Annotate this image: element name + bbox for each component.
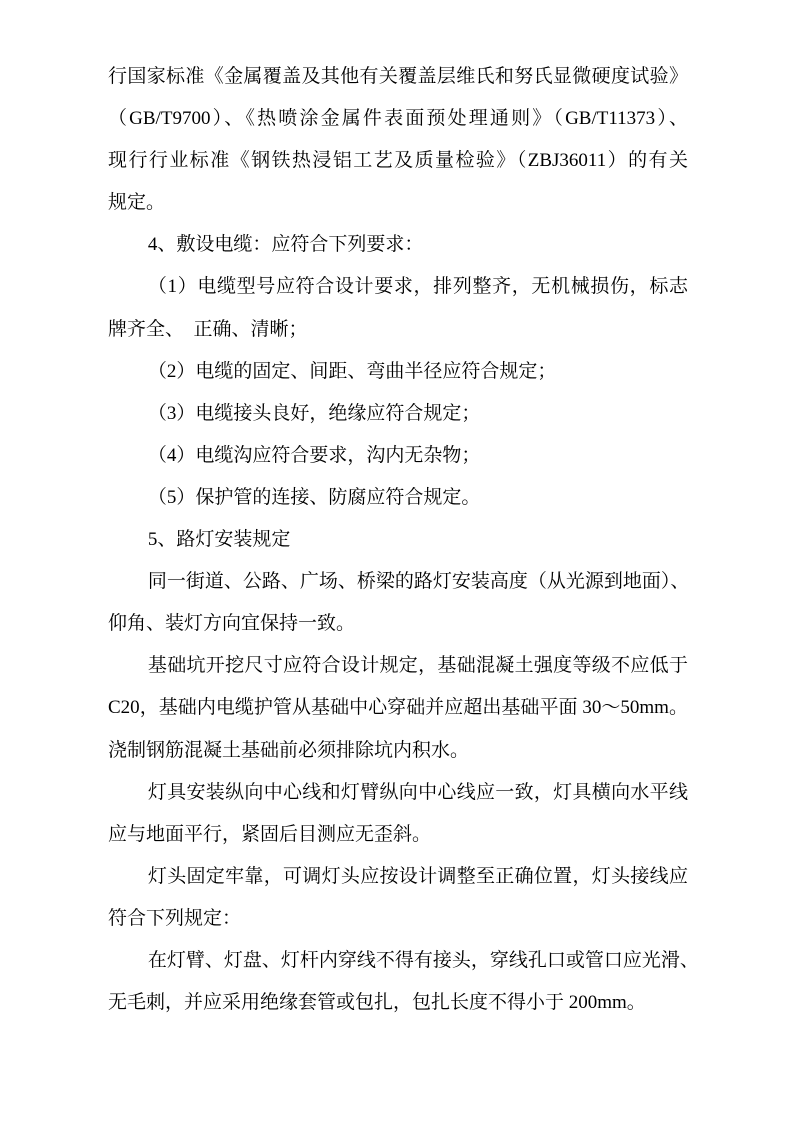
text-line: 牌齐全、 正确、清晰； — [108, 318, 308, 340]
text-line: （2）电缆的固定、间距、弯曲半径应符合规定； — [147, 360, 557, 382]
text-line: 浇制钢筋混凝土基础前必须排除坑内积水。 — [108, 739, 470, 761]
text-line: 规定。 — [108, 192, 166, 214]
text-line: 行国家标准《金属覆盖及其他有关覆盖层维氏和努氏显微硬度试验》 — [108, 66, 688, 87]
text-line: （5）保护管的连接、防腐应符合规定。 — [147, 486, 481, 508]
text-line: （3）电缆接头良好，绝缘应符合规定； — [147, 402, 481, 424]
text-line: （GB/T9700）、《热喷涂金属件表面预处理通则》（GB/T11373）、 — [108, 108, 688, 130]
text-line-section-4-heading: 4、敷设电缆：应符合下列要求： — [147, 234, 424, 256]
text-line: （1）电缆型号应符合设计要求，排列整齐，无机械损伤，标志 — [147, 276, 688, 298]
text-line: 应与地面平行，紧固后目测应无歪斜。 — [108, 823, 432, 845]
text-line: 同一街道、公路、广场、桥梁的路灯安装高度（从光源到地面）、 — [147, 571, 690, 593]
text-line: 灯具安装纵向中心线和灯臂纵向中心线应一致，灯具横向水平线 — [147, 781, 688, 803]
text-line: 仰角、装灯方向宜保持一致。 — [108, 613, 356, 635]
text-line-section-5-heading: 5、路灯安装规定 — [147, 529, 291, 551]
text-line: 灯头固定牢靠，可调灯头应按设计调整至正确位置，灯头接线应 — [147, 865, 688, 887]
text-line: 基础坑开挖尺寸应符合设计规定，基础混凝土强度等级不应低于 — [147, 655, 688, 677]
text-line: 无毛刺，并应采用绝缘套管或包扎，包扎长度不得小于 200mm。 — [108, 992, 646, 1014]
text-line: 现行行业标准《钢铁热浸铝工艺及质量检验》（ZBJ36011）的有关 — [108, 150, 688, 172]
text-line: C20，基础内电缆护管从基础中心穿础并应超出基础平面 30～50mm。 — [108, 697, 688, 719]
text-line: （4）电缆沟应符合要求，沟内无杂物； — [147, 444, 481, 466]
document-text-block — [108, 56, 699, 1024]
text-line: 在灯臂、灯盘、灯杆内穿线不得有接头，穿线孔口或管口应光滑、 — [147, 949, 699, 971]
text-line: 符合下列规定： — [108, 907, 242, 929]
